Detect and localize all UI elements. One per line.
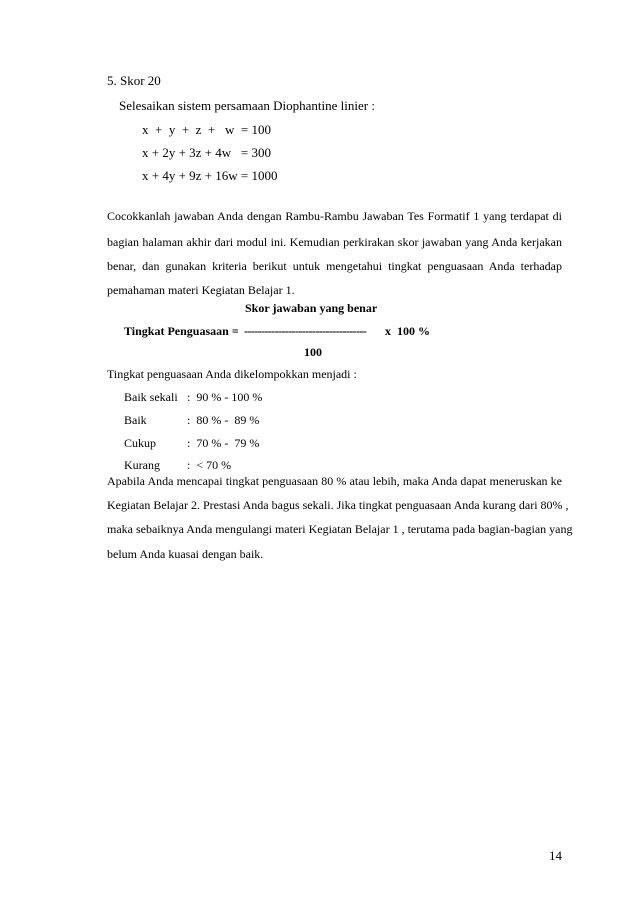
problem-instruction: Selesaikan sistem persamaan Diophantine linier : [119,98,375,113]
formula-numerator: Skor jawaban yang benar [245,301,378,315]
criteria-label-baik-sekali: Baik sekali [124,390,178,404]
equation-2: x + 2y + 3z + 4w = 300 [142,145,271,160]
intro-line-2: bagian halaman akhir dari modul ini. Kemudian perkirakan skor jawaban yang Anda kerjakan [107,235,562,249]
grouping-intro: Tingkat penguasaan Anda dikelompokkan menjadi : [107,367,357,381]
formula-multiplier: x 100 % [385,324,430,338]
criteria-range-baik: : 80 % - 89 % [187,413,260,427]
problem-heading: 5. Skor 20 [107,73,161,88]
equation-1: x + y + z + w = 100 [142,122,271,137]
closing-line-1: Apabila Anda mencapai tingkat penguasaan 80 % atau lebih, maka Anda dapat meneruskan ke [107,474,562,488]
criteria-range-kurang: : < 70 % [187,458,232,472]
intro-line-3: benar, dan gunakan kriteria berikut untuk mengetahui tingkat penguasaan Anda terhadap [107,259,562,273]
criteria-label-kurang: Kurang [124,458,160,472]
closing-line-2: Kegiatan Belajar 2. Prestasi Anda bagus sekali. Jika tingkat penguasaan Anda kurang dari 80% , [107,498,569,512]
intro-line-4: pemahaman materi Kegiatan Belajar 1. [107,283,295,297]
intro-line-1: Cocokkanlah jawaban Anda dengan Rambu-Rambu Jawaban Tes Formatif 1 yang terdapat di [107,209,562,223]
closing-line-4: belum Anda kuasai dengan baik. [107,547,264,561]
criteria-label-baik: Baik [124,413,147,427]
page-number: 14 [549,848,562,863]
criteria-range-cukup: : 70 % - 79 % [187,436,260,450]
formula-fraction-line: ------------------------------------ [244,324,367,338]
formula-label: Tingkat Penguasaan = [124,324,239,338]
criteria-label-cukup: Cukup [124,436,157,450]
equation-3: x + 4y + 9z + 16w = 1000 [142,168,278,183]
criteria-range-baik-sekali: : 90 % - 100 % [187,390,263,404]
formula-denominator: 100 [304,345,322,359]
closing-line-3: maka sebaiknya Anda mengulangi materi Kegiatan Belajar 1 , terutama pada bagian-bagian yang [107,522,573,536]
